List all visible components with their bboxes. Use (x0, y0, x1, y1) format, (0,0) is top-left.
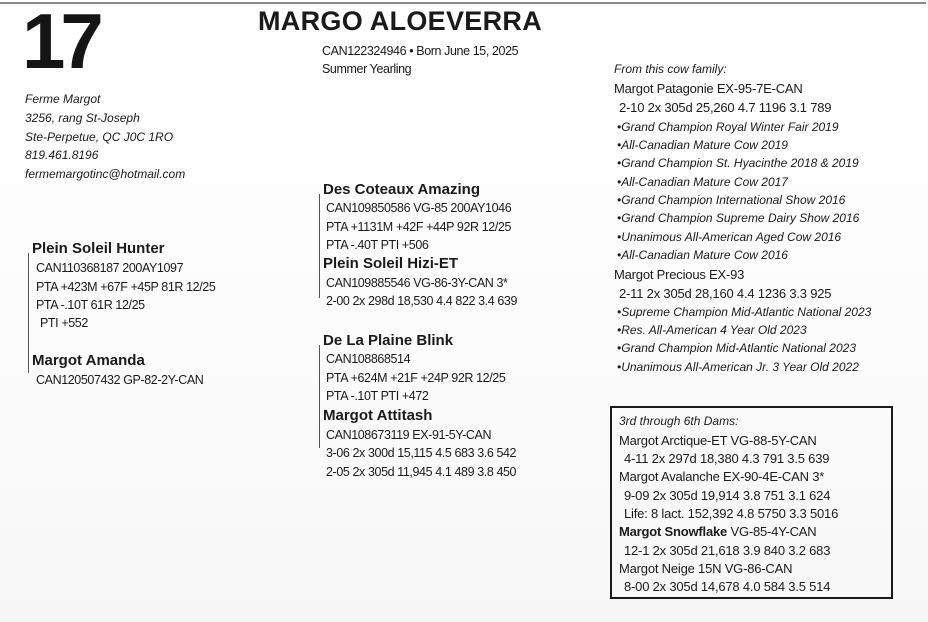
dam-sire-registration: CAN108868514 (326, 352, 411, 366)
dam-registration: CAN120507432 GP-82-2Y-CAN (36, 373, 204, 387)
consignor-email[interactable]: fermemargotinc@hotmail.com (25, 167, 186, 182)
dam-dam-registration: CAN108673119 EX-91-5Y-CAN (326, 428, 492, 442)
sire-pti: PTI +552 (40, 316, 88, 330)
pedigree-bracket-sire (319, 194, 320, 298)
consignor-city: Ste-Perpetue, QC J0C 1RO (25, 129, 174, 144)
third-dam-record: 4-11 2x 297d 18,380 4.3 791 3.5 639 (624, 451, 830, 466)
family-cow-1-honor: •All-Canadian Mature Cow 2017 (617, 175, 788, 189)
family-cow-1-honor: •Grand Champion St. Hyacinthe 2018 & 2019 (617, 156, 859, 170)
family-cow-1-honor: •Unanimous All-American Aged Cow 2016 (617, 230, 842, 244)
family-cow-2-honor: •Res. All-American 4 Year Old 2023 (617, 323, 807, 337)
family-cow-1-name: Margot Patagonie EX-95-7E-CAN (614, 81, 803, 96)
family-cow-1-honor: •Grand Champion Royal Winter Fair 2019 (617, 120, 839, 134)
family-cow-1-record: 2-10 2x 305d 25,260 4.7 1196 3.1 789 (619, 100, 832, 115)
sire-dam-name: Plein Soleil Hizi-ET (323, 255, 459, 272)
consignor-phone[interactable]: 819.461.8196 (25, 148, 99, 163)
fourth-dam-record: 9-09 2x 305d 19,914 3.8 751 3.1 624 (624, 488, 831, 503)
animal-registration: CAN122324946 • Born June 15, 2025 (322, 44, 519, 58)
family-cow-2-honor: •Unanimous All-American Jr. 3 Year Old 2022 (617, 360, 859, 374)
sire-sire-pta-1: PTA +1131M +42F +44P 92R 12/25 (326, 220, 512, 234)
top-rule (0, 2, 926, 4)
third-dam-name: Margot Arctique-ET VG-88-5Y-CAN (619, 433, 817, 448)
dam-dam-record-2: 2-05 2x 305d 11,945 4.1 489 3.8 450 (326, 465, 517, 479)
sire-sire-name: Des Coteaux Amazing (323, 181, 480, 198)
age-class: Summer Yearling (322, 62, 412, 76)
fourth-dam-name: Margot Avalanche EX-90-4E-CAN 3* (619, 469, 825, 484)
consignor-block (25, 90, 185, 184)
sire-sire-registration: CAN109850586 VG-85 200AY1046 (326, 201, 512, 215)
dam-sire-name: De La Plaine Blink (323, 332, 454, 349)
family-cow-2-name: Margot Precious EX-93 (614, 267, 745, 282)
sixth-dam-record: 8-00 2x 305d 14,678 4.0 584 3.5 514 (624, 579, 831, 594)
sire-pta-1: PTA +423M +67F +45P 81R 12/25 (36, 280, 216, 294)
dams-box-header: 3rd through 6th Dams: (619, 414, 739, 428)
family-cow-1-honor: •Grand Champion International Show 2016 (617, 193, 846, 207)
family-cow-1-honor: •All-Canadian Mature Cow 2016 (617, 248, 788, 262)
consignor-farm: Ferme Margot (25, 92, 101, 106)
sire-sire-pta-2: PTA -.40T PTI +506 (326, 238, 429, 252)
fourth-dam-lifetime: Life: 8 lact. 152,392 4.8 5750 3.3 5016 (624, 506, 839, 521)
sire-pta-2: PTA -.10T 61R 12/25 (36, 298, 145, 312)
dam-name: Margot Amanda (32, 352, 145, 369)
family-cow-2-honor: •Grand Champion Mid-Atlantic National 2023 (617, 341, 856, 355)
fifth-dam-record: 12-1 2x 305d 21,618 3.9 840 3.2 683 (624, 543, 831, 558)
fifth-dam-name: Margot Snowflake (619, 524, 728, 539)
lot-number: 17 (22, 0, 99, 85)
pedigree-bracket-left (28, 253, 29, 373)
fifth-dam-classification: VG-85-4Y-CAN (730, 524, 817, 539)
sixth-dam-name: Margot Neige 15N VG-86-CAN (619, 561, 793, 576)
pedigree-bracket-dam (319, 345, 320, 448)
dams-box (610, 406, 893, 599)
dam-sire-pta-2: PTA -.10T PTI +472 (326, 389, 429, 403)
dam-dam-name: Margot Attitash (323, 407, 433, 424)
consignor-address: 3256, rang St-Joseph (25, 110, 140, 125)
sire-registration: CAN110368187 200AY1097 (36, 261, 184, 275)
fifth-dam-label (619, 524, 816, 539)
family-cow-1-honor: •Grand Champion Supreme Dairy Show 2016 (617, 211, 860, 225)
animal-name: MARGO ALOEVERRA (258, 6, 543, 36)
cow-family-header: From this cow family: (614, 62, 727, 76)
family-cow-2-record: 2-11 2x 305d 28,160 4.4 1236 3.3 925 (619, 286, 832, 301)
sire-dam-registration: CAN109885546 VG-86-3Y-CAN 3* (326, 276, 508, 290)
family-cow-2-honor: •Supreme Champion Mid-Atlantic National 2023 (617, 305, 872, 319)
dam-dam-record-1: 3-06 2x 300d 15,115 4.5 683 3.6 542 (326, 446, 517, 460)
dam-sire-pta-1: PTA +624M +21F +24P 92R 12/25 (326, 371, 506, 385)
sire-name: Plein Soleil Hunter (32, 240, 165, 257)
sire-dam-record: 2-00 2x 298d 18,530 4.4 822 3.4 639 (326, 294, 518, 308)
family-cow-1-honor: •All-Canadian Mature Cow 2019 (617, 138, 788, 152)
